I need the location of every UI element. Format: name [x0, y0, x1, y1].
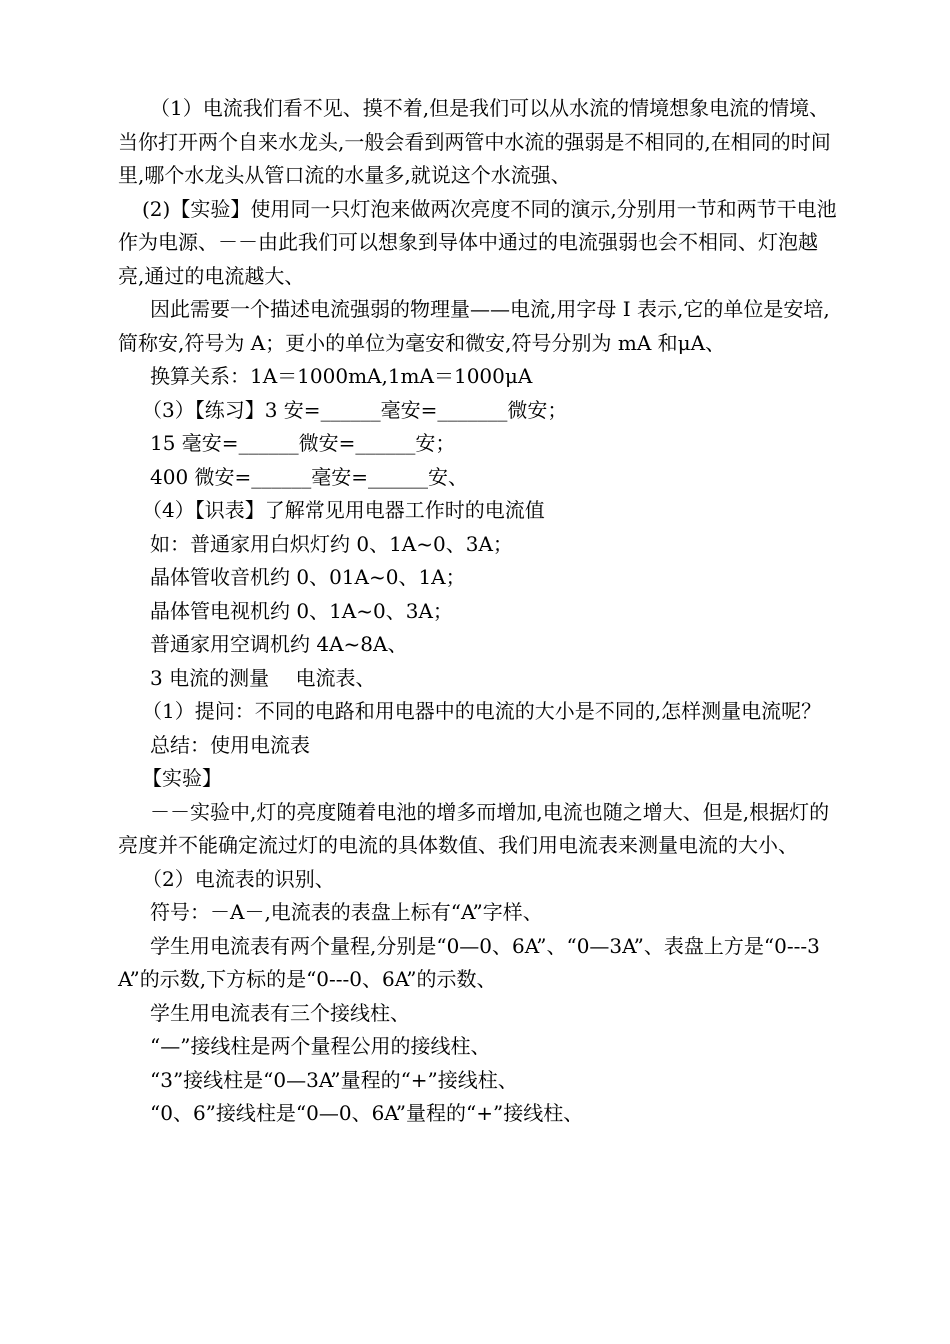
paragraph-example-lamp: 如：普通家用白炽灯约 0、1A~0、3A；: [150, 531, 513, 556]
paragraph-ammeter-identification: （2）电流表的识别、: [142, 866, 335, 891]
paragraph-exercise-2: 15 毫安=______微安=______安；: [150, 431, 456, 455]
paragraph-current-definition: 因此需要一个描述电流强弱的物理量——电流,用字母 I 表示,它的单位是安培,简称安,符号为 A；更小的单位为毫安和微安,符号分别为 mA 和μA、: [118, 297, 830, 355]
paragraph-terminal-06a: “0、6”接线柱是“0—0、6A”量程的“+”接线柱、: [150, 1101, 584, 1125]
paragraph-ammeter-ranges: 学生用电流表有两个量程,分别是“0—0、6A”、“0—3A”、表盘上方是“0---3A”的示数,下方标的是“0---0、6A”的示数、: [118, 933, 820, 991]
paragraph-experiment-label: 【实验】: [142, 766, 222, 790]
paragraph-exercise-3: 400 微安=______毫安=______安、: [150, 464, 469, 489]
paragraph-meter-reading: （4）【识表】了解常见用电器工作时的电流值: [142, 498, 545, 522]
paragraph-example-tv: 晶体管电视机约 0、1A~0、3A；: [150, 598, 453, 623]
paragraph-experiment-result: －－实验中,灯的亮度随着电池的增多而增加,电流也随之增大、但是,根据灯的亮度并不能确定流过灯的电流的具体数值、我们用电流表来测量电流的大小、: [118, 799, 830, 857]
heading-current-measurement: 3 电流的测量 电流表、: [150, 665, 376, 690]
paragraph-terminal-3a: “3”接线柱是“0—3A”量程的“+”接线柱、: [150, 1067, 518, 1092]
paragraph-summary: 总结：使用电流表: [150, 732, 310, 757]
paragraph-unit-conversion: 换算关系：1A＝1000mA,1mA＝1000μA: [150, 364, 533, 388]
document-body: [118, 92, 840, 1131]
paragraph-example-ac: 普通家用空调机约 4A~8A、: [150, 632, 408, 656]
paragraph-current-intro: （1）电流我们看不见、摸不着,但是我们可以从水流的情境想象电流的情境、当你打开两个自来水龙头,一般会看到两管中水流的强弱是不相同的,在相同的时间里,哪个水龙头从管口流的水量多,就说这个水流强、: [118, 96, 831, 187]
paragraph-terminal-common: “—”接线柱是两个量程公用的接线柱、: [150, 1034, 491, 1058]
paragraph-example-radio: 晶体管收音机约 0、01A~0、1A；: [150, 565, 466, 589]
paragraph-exercise-1: （3）【练习】3 安=______毫安=_______微安；: [142, 397, 568, 422]
paragraph-experiment-bulb: (2)【实验】使用同一只灯泡来做两次亮度不同的演示,分别用一节和两节干电池作为电源、－－由此我们可以想象到导体中通过的电流强弱也会不相同、灯泡越亮,通过的电流越大、: [118, 196, 837, 288]
paragraph-terminals: 学生用电流表有三个接线柱、: [150, 1000, 410, 1025]
paragraph-question: （1）提问：不同的电路和用电器中的电流的大小是不同的,怎样测量电流呢？: [142, 699, 822, 723]
paragraph-ammeter-symbol: 符号：－A－,电流表的表盘上标有“A”字样、: [150, 900, 543, 924]
